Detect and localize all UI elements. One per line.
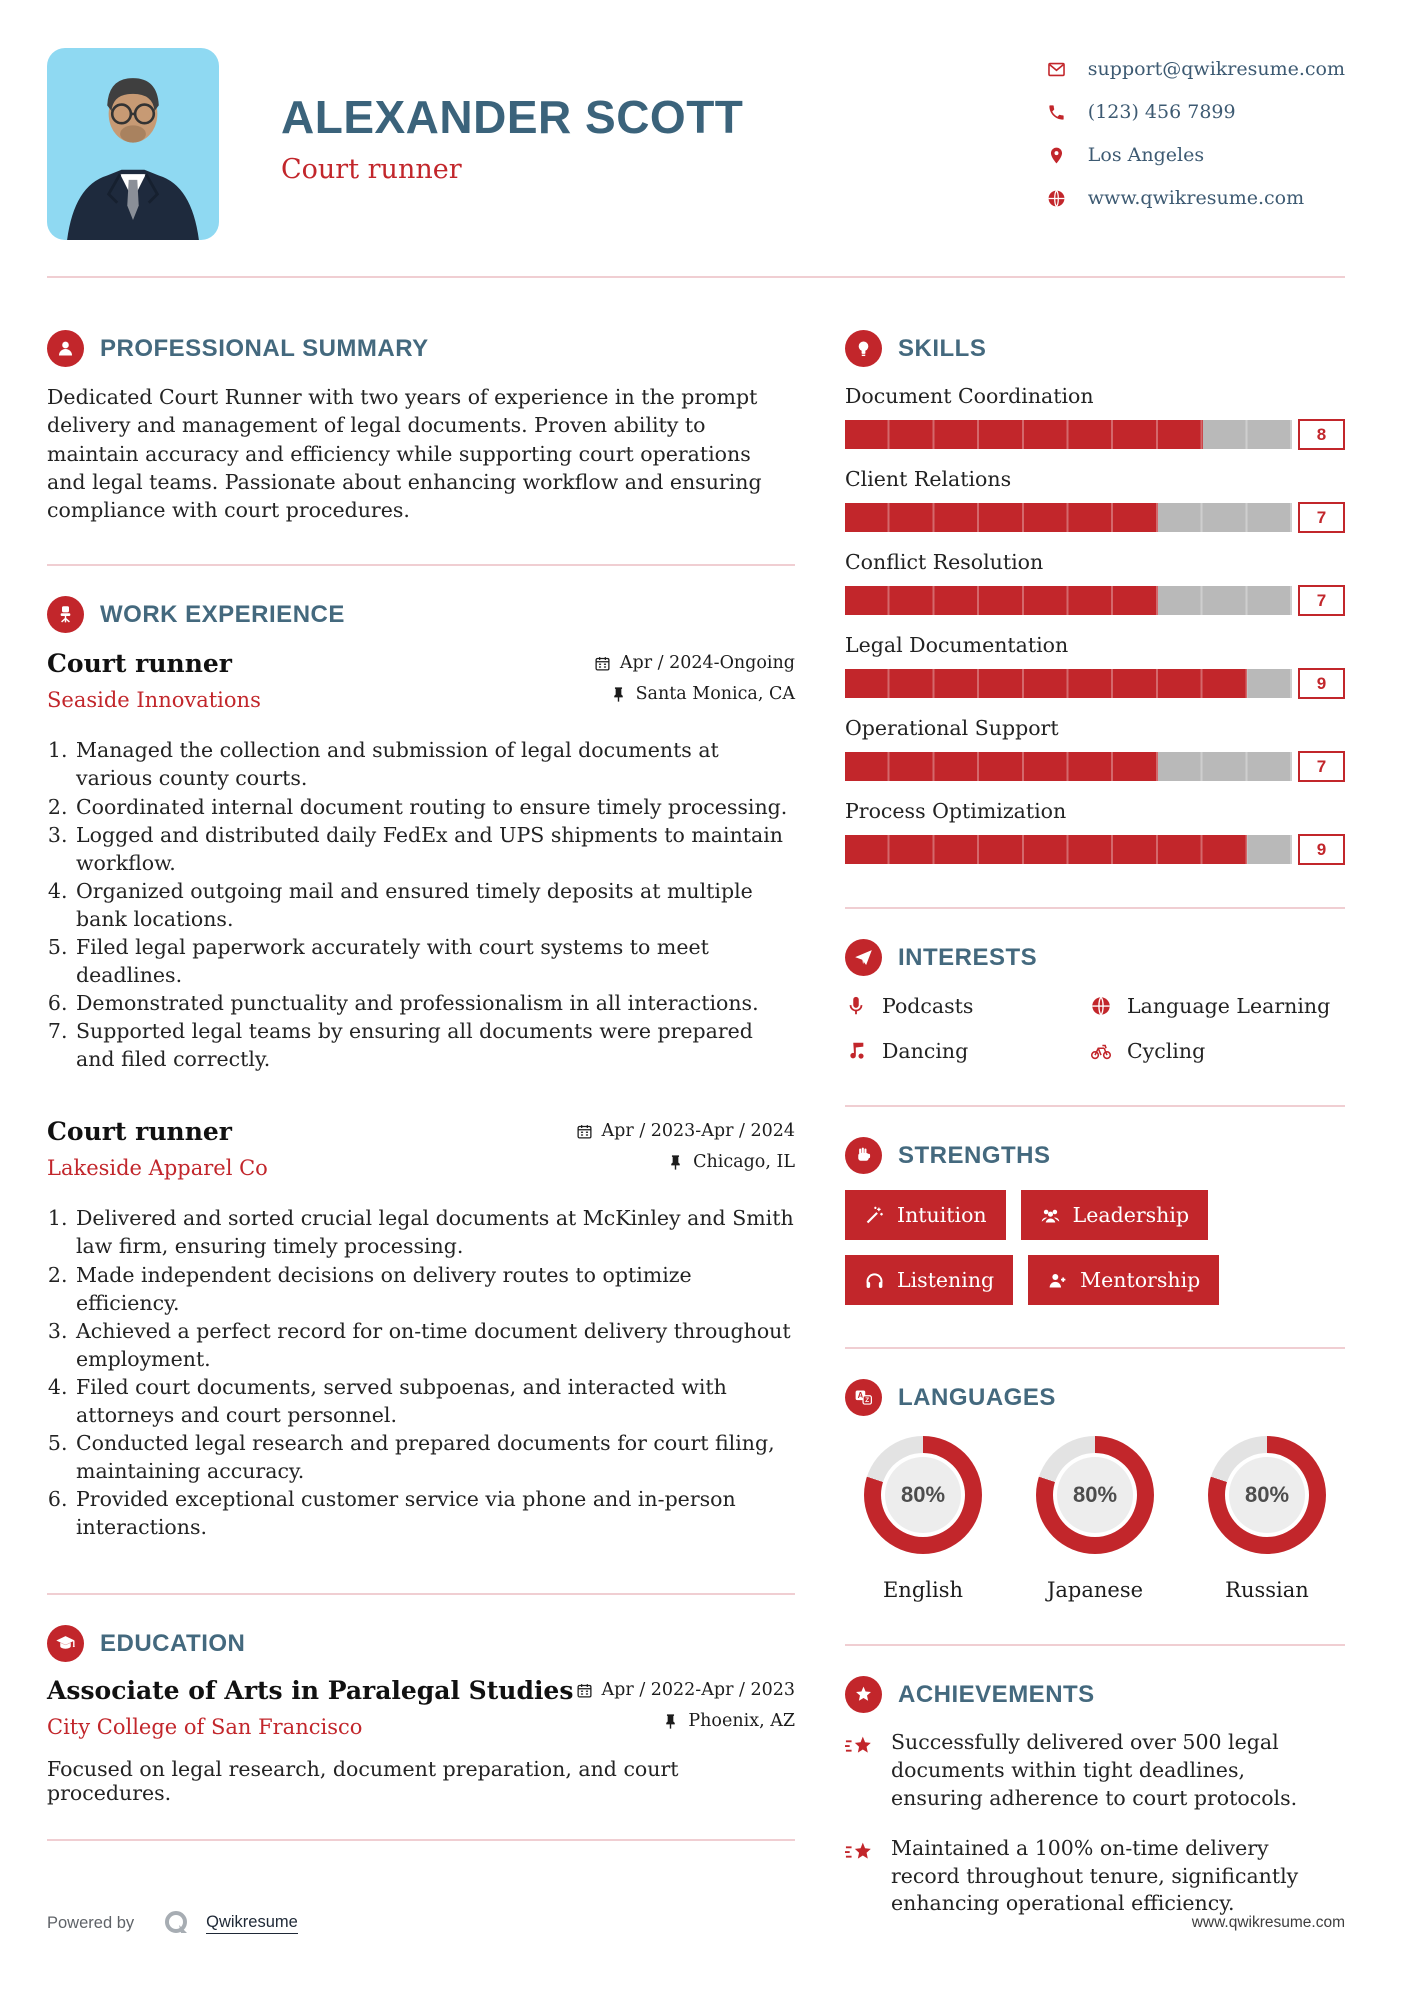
divider [845, 1347, 1345, 1349]
header [47, 0, 1345, 240]
section-work-experience [47, 596, 795, 633]
language-item [1019, 1436, 1171, 1602]
right-column [845, 278, 1345, 1918]
section-skills [845, 330, 1345, 367]
skill-item: Client Relations 7 [845, 467, 1345, 533]
svg-text:Z: Z [865, 1397, 870, 1405]
divider [47, 564, 795, 566]
divider [845, 1644, 1345, 1646]
language-percent: 80% [900, 1482, 946, 1507]
bicycle-icon [1090, 1040, 1112, 1062]
job-entry [47, 1117, 795, 1541]
languages-heading: LANGUAGES [898, 1383, 1056, 1411]
contact-website [1047, 187, 1345, 209]
skill-score-badge: 7 [1298, 751, 1345, 782]
qwikresume-brand-link[interactable]: Qwikresume [206, 1913, 298, 1934]
strength-badge: Listening [845, 1255, 1013, 1305]
interest-item: Language Learning [1090, 994, 1345, 1018]
job-company: Lakeside Apparel Co [47, 1156, 268, 1181]
job-bullet: 5. Conducted legal research and prepared documents for court filing, maintaining accuracy. [74, 1429, 795, 1485]
section-professional-summary [47, 330, 795, 367]
skill-bar-fill [845, 586, 1158, 615]
language-item [1191, 1436, 1343, 1602]
language-percent: 80% [1072, 1482, 1118, 1507]
education-degree: Associate of Arts in Paralegal Studies [47, 1676, 574, 1706]
translate-icon [853, 1387, 874, 1408]
interests-heading: INTERESTS [898, 943, 1038, 971]
education-description: Focused on legal research, document preparation, and court procedures. [47, 1757, 679, 1806]
interests-grid [845, 994, 1345, 1063]
job-bullet: 6. Demonstrated punctuality and professionalism in all interactions. [74, 989, 795, 1017]
education-entry [47, 1676, 795, 1739]
divider [845, 907, 1345, 909]
section-achievements [845, 1676, 1345, 1713]
skill-bar-fill [845, 420, 1203, 449]
skill-item: Document Coordination 8 [845, 384, 1345, 450]
skill-bar-fill [845, 669, 1247, 698]
pushpin-icon [610, 686, 627, 703]
pushpin-icon [662, 1713, 679, 1730]
map-pin-icon [1047, 146, 1066, 165]
summary-heading: PROFESSIONAL SUMMARY [100, 334, 429, 362]
skill-score-badge: 8 [1298, 419, 1345, 450]
job-company: Seaside Innovations [47, 688, 261, 713]
job-title: Court runner [47, 649, 232, 679]
language-donut [1036, 1436, 1154, 1554]
star-medal-icon [853, 1684, 874, 1705]
skill-bar-fill [845, 835, 1247, 864]
strength-badges [845, 1190, 1345, 1305]
profile-photo-illustration [47, 48, 219, 240]
job-bullet: 6. Provided exceptional customer service via phone and in-person interactions. [74, 1485, 795, 1541]
skill-score-badge: 9 [1298, 834, 1345, 865]
job-bullet: 2. Coordinated internal document routing to ensure timely processing. [74, 793, 795, 821]
section-interests [845, 939, 1345, 976]
contact-email [1047, 58, 1345, 80]
section-languages [845, 1379, 1345, 1416]
strength-badge: Mentorship [1028, 1255, 1219, 1305]
contact-location [1047, 144, 1345, 166]
achievement-item: Successfully delivered over 500 legal documents within tight deadlines, ensuring adherence to court protocols. [845, 1729, 1345, 1813]
skill-score-badge: 7 [1298, 585, 1345, 616]
magic-wand-icon [864, 1205, 885, 1226]
identity-block [281, 90, 743, 240]
job-bullet: 7. Supported legal teams by ensuring all documents were prepared and filed correctly. [74, 1017, 795, 1073]
graduation-cap-icon [55, 1633, 76, 1654]
contact-block [1047, 58, 1345, 240]
headphones-icon [864, 1270, 885, 1291]
contact-phone-text: (123) 456 7899 [1087, 101, 1236, 123]
job-bullet: 1. Managed the collection and submission of legal documents at various county courts. [74, 736, 795, 792]
skill-item: Operational Support 7 [845, 716, 1345, 782]
skill-bar-track [845, 669, 1292, 698]
person-icon [55, 338, 76, 359]
globe-icon [1090, 995, 1112, 1017]
skill-bar-fill [845, 752, 1158, 781]
language-name: English [882, 1578, 964, 1602]
person-plus-icon [1047, 1270, 1068, 1291]
language-name: Japanese [1046, 1578, 1144, 1602]
skills-heading: SKILLS [898, 334, 987, 362]
skill-item: Process Optimization 9 [845, 799, 1345, 865]
language-donut [864, 1436, 982, 1554]
job-dates: Apr / 2023-Apr / 2024 [601, 1121, 795, 1142]
section-strengths [845, 1137, 1345, 1174]
job-bullet: 4. Filed court documents, served subpoenas, and interacted with attorneys and court personnel. [74, 1373, 795, 1429]
calendar-icon [576, 1682, 593, 1699]
shooting-star-icon [845, 1837, 875, 1867]
contact-website-text: www.qwikresume.com [1087, 187, 1305, 209]
music-note-icon [845, 1040, 867, 1062]
interest-item: Cycling [1090, 1039, 1345, 1063]
education-dates: Apr / 2022-Apr / 2023 [601, 1680, 795, 1701]
language-donut [1208, 1436, 1326, 1554]
divider [845, 1105, 1345, 1107]
experience-heading: WORK EXPERIENCE [100, 600, 345, 628]
job-bullet-list [47, 1204, 795, 1541]
interest-item: Dancing [845, 1039, 1090, 1063]
shooting-star-icon [845, 1731, 875, 1761]
job-location: Chicago, IL [693, 1152, 795, 1173]
pushpin-icon [667, 1154, 684, 1171]
job-entry [47, 649, 795, 1073]
skill-bar-track [845, 503, 1292, 532]
education-heading: EDUCATION [100, 1629, 246, 1657]
skill-score-badge: 9 [1298, 668, 1345, 699]
envelope-icon [1047, 60, 1066, 79]
people-icon [1040, 1205, 1061, 1226]
education-location: Phoenix, AZ [688, 1711, 795, 1732]
job-title: Court runner [47, 1117, 232, 1147]
skill-item: Conflict Resolution 7 [845, 550, 1345, 616]
language-name: Russian [1225, 1578, 1309, 1602]
office-chair-icon [55, 604, 76, 625]
job-bullet: 1. Delivered and sorted crucial legal documents at McKinley and Smith law firm, ensuring timely processing. [74, 1204, 795, 1260]
calendar-icon [576, 1123, 593, 1140]
qwikresume-logo-icon [162, 1908, 192, 1938]
skill-bar-fill [845, 503, 1158, 532]
left-column [47, 278, 795, 1918]
skill-bar-track [845, 420, 1292, 449]
section-education [47, 1625, 795, 1662]
svg-text:A: A [857, 1391, 864, 1401]
footer [47, 1908, 1345, 1938]
footer-website: www.qwikresume.com [1191, 1914, 1345, 1931]
paper-plane-icon [853, 947, 874, 968]
globe-icon [1047, 189, 1066, 208]
job-bullet: 3. Logged and distributed daily FedEx and UPS shipments to maintain workflow. [74, 821, 795, 877]
divider [47, 1593, 795, 1595]
skill-item: Legal Documentation 9 [845, 633, 1345, 699]
calendar-icon [594, 655, 611, 672]
job-dates: Apr / 2024-Ongoing [619, 653, 795, 674]
main-content [47, 278, 1345, 1918]
profile-photo [47, 48, 219, 240]
job-location: Santa Monica, CA [635, 684, 795, 705]
microphone-icon [845, 995, 867, 1017]
strength-badge: Leadership [1021, 1190, 1208, 1240]
education-school: City College of San Francisco [47, 1715, 363, 1740]
powered-by-label: Powered by [47, 1913, 135, 1932]
job-bullet-list [47, 736, 795, 1073]
lightbulb-icon [853, 338, 874, 359]
language-percent: 80% [1244, 1482, 1290, 1507]
interest-item: Podcasts [845, 994, 1090, 1018]
job-bullet: 3. Achieved a perfect record for on-time document delivery throughout employment. [74, 1317, 795, 1373]
fist-icon [853, 1145, 874, 1166]
skill-bar-track [845, 586, 1292, 615]
job-bullet: 5. Filed legal paperwork accurately with court systems to meet deadlines. [74, 933, 795, 989]
candidate-title: Court runner [281, 154, 462, 185]
skill-score-badge: 7 [1298, 502, 1345, 533]
contact-phone [1047, 101, 1345, 123]
contact-email-text: support@qwikresume.com [1087, 58, 1345, 80]
skill-bar-track [845, 835, 1292, 864]
divider [47, 1839, 795, 1841]
language-item [847, 1436, 999, 1602]
skill-bar-track [845, 752, 1292, 781]
job-bullet: 4. Organized outgoing mail and ensured timely deposits at multiple bank locations. [74, 877, 795, 933]
achievement-item: Maintained a 100% on-time delivery record throughout tenure, significantly enhancing operational efficiency. [845, 1835, 1345, 1919]
job-bullet: 2. Made independent decisions on delivery routes to optimize efficiency. [74, 1261, 795, 1317]
summary-text: Dedicated Court Runner with two years of experience in the prompt delivery and management of legal documents. Proven ability to maintain accuracy and efficiency while supporting court operations and legal teams. Passionate about enhancing workflow and ensuring compliance with court procedures. [47, 385, 762, 523]
achievements-heading: ACHIEVEMENTS [898, 1680, 1095, 1708]
contact-location-text: Los Angeles [1087, 144, 1205, 166]
candidate-name: ALEXANDER SCOTT [281, 91, 744, 143]
phone-icon [1047, 103, 1066, 122]
languages-row [845, 1436, 1345, 1602]
strength-badge: Intuition [845, 1190, 1006, 1240]
strengths-heading: STRENGTHS [898, 1141, 1051, 1169]
